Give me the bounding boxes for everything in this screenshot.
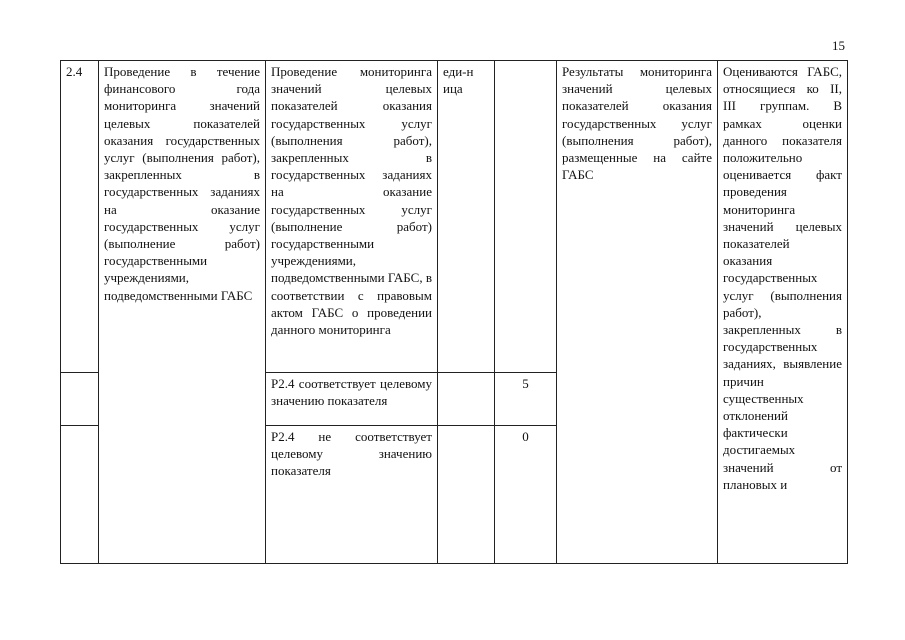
indicator-name: Проведение в течение финансового года мониторинга значений целевых показателей оказания государственных услуг (выполнения работ), закрепленных в государственных заданиях на оказание государственных услуг (выполнение работ) государственными учреждениями, подведомственными ГАБС <box>104 64 260 303</box>
row-number-subcell-2 <box>61 426 99 563</box>
comment-text: Оцениваются ГАБС, относящиеся ко II, III группам. В рамках оценки данного показателя положительно оценивается факт проведения мониторинга значений целевых показателей оказания государственных услуг (выполнения работ), закрепленных в государственных заданиях, выявление причин существенных отклонений фактически достигаемых значений от плановых и <box>723 64 842 492</box>
score-cell-2 <box>495 426 557 563</box>
calculation-text: Проведение мониторинга значений целевых показателей оказания государственных услуг (выполнения работ), закрепленных в государственных заданиях на оказание государственных услуг (выполнение работ) государственными учреждениями, подведомственными ГАБС, в соответствии с правовым актом ГАБС о проведении данного мониторинга <box>271 64 432 338</box>
condition-text-1: Р2.4 соответствует целевому значению показателя <box>271 376 432 409</box>
score-value-2: 0 <box>522 429 529 444</box>
data-source-cell <box>557 61 718 563</box>
comment-cell <box>718 61 847 563</box>
unit-cell <box>438 61 495 373</box>
unit-text: еди-ница <box>443 64 474 97</box>
row-number-cell <box>61 61 99 373</box>
score-value-1: 5 <box>522 376 529 391</box>
score-header-cell <box>495 61 557 373</box>
condition-cell-2 <box>266 426 438 563</box>
unit-subcell-2 <box>438 426 495 563</box>
indicator-name-cell <box>99 61 266 563</box>
row-number-subcell-1 <box>61 373 99 426</box>
condition-cell-1 <box>266 373 438 426</box>
data-source-text: Результаты мониторинга значений целевых показателей оказания государственных услуг (выполнения работ), размещенные на сайте ГАБС <box>562 64 712 183</box>
unit-subcell-1 <box>438 373 495 426</box>
condition-text-2: Р2.4 не соответствует целевому значению показателя <box>271 429 432 479</box>
score-cell-1 <box>495 373 557 426</box>
calculation-cell <box>266 61 438 373</box>
page-number: 15 <box>832 38 845 53</box>
criteria-table <box>60 60 848 564</box>
row-number: 2.4 <box>66 64 83 79</box>
